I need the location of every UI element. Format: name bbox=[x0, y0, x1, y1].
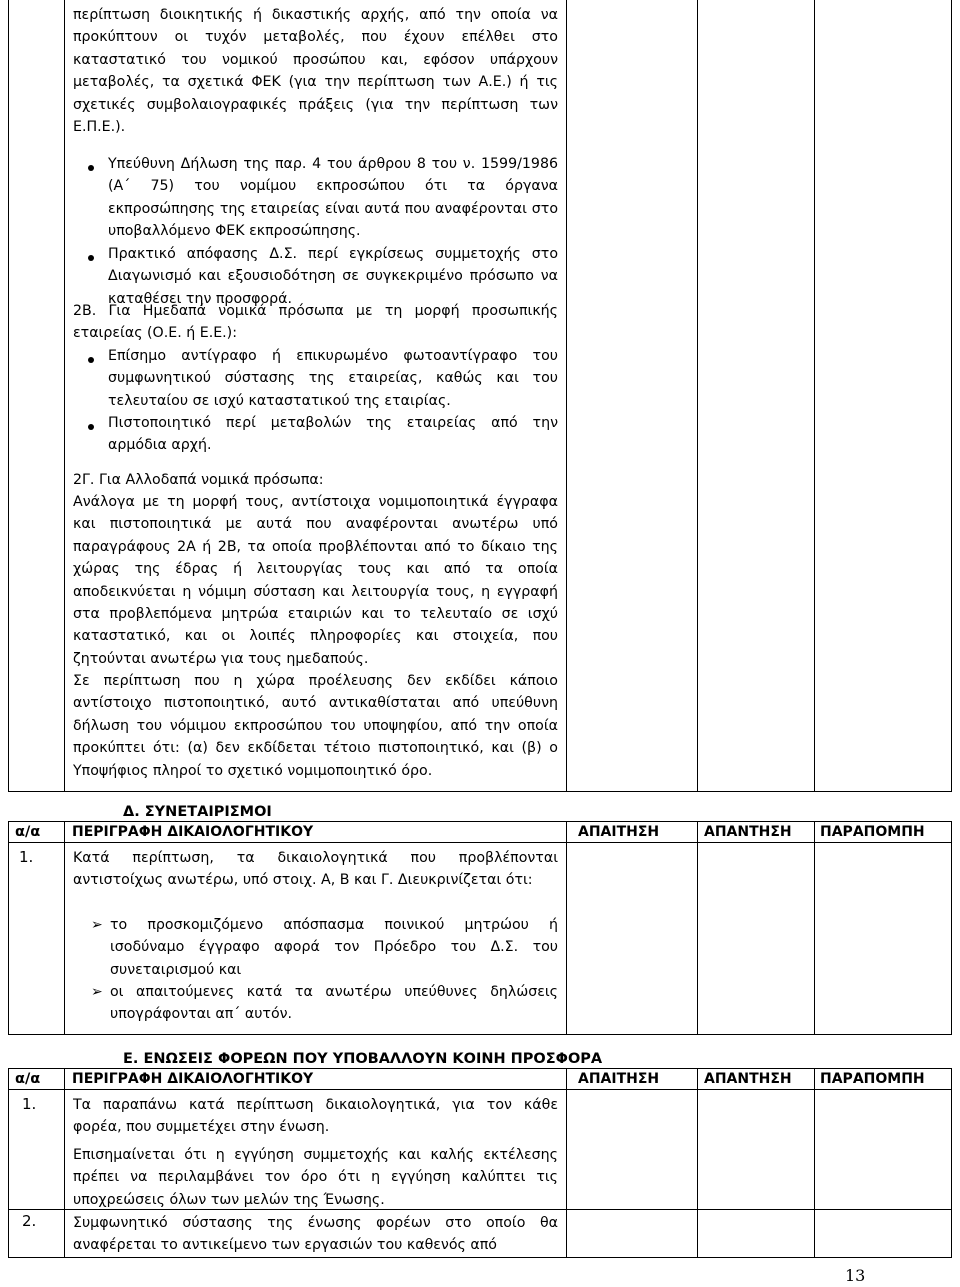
section-d-header-description: ΠΕΡΙΓΡΑΦΗ ΔΙΚΑΙΟΛΟΓΗΤΙΚΟΥ bbox=[72, 824, 314, 840]
paragraph-2g: Ανάλογα με τη μορφή τους, αντίστοιχα νομιμοποιητικά έγγραφα και πιστοποιητικά με αυτά που αναφέρονται ανωτέρω υπό παραγράφους 2Α ή 2Β, τα οποία προβλέπονται από το δίκαιο της χώρας της έδρας ή λειτουργίας τους και από τα οποία αποδεικνύεται η νόμιμη σύσταση και λειτουργία τους, η εγγραφή στα προβλεπόμενα μητρώα εταιριών και το τελευταίο σε ισχύ καταστατικό, και οι λοιπές πληροφορίες και στοιχεία, που ζητούνται ανωτέρω για τους ημεδαπούς. bbox=[73, 494, 558, 667]
bullet-dot bbox=[88, 165, 94, 171]
section-d-header-reference: ΠΑΡΑΠΟΜΠΗ bbox=[820, 824, 925, 840]
bullet-official-copy: Επίσημο αντίγραφο ή επικυρωμένο φωτοαντίγραφο του συμφωνητικού σύστασης της εταιρείας, καθώς και του τελευταίου σε ισχύ καταστατικού της εταιρίας. bbox=[108, 348, 558, 409]
section-d-item-declarations: οι απαιτούμενες κατά τα ανωτέρω υπεύθυνες δηλώσεις υπογράφονται απ΄ αυτόν. bbox=[110, 984, 558, 1023]
paragraph-2g-alternative: Σε περίπτωση που η χώρα προέλευσης δεν εκδίδει κάποιο αντίστοιχο πιστοποιητικό, αυτό αντικαθίσταται από υπεύθυνη δήλωση του νόμιμου εκπροσώπου του υποψηφίου, από την οποία προκύπτει ότι: (α) δεν εκδίδεται τέτοιο πιστοποιητικό, και (β) ο Υποψήφιος πληροί το σχετικό νομιμοποιητικό όρο. bbox=[73, 673, 558, 779]
section-d-header-num: α/α bbox=[15, 824, 41, 840]
section-d-row-number: 1. bbox=[19, 848, 34, 866]
section-e-header-description: ΠΕΡΙΓΡΑΦΗ ΔΙΚΑΙΟΛΟΓΗΤΙΚΟΥ bbox=[72, 1071, 314, 1087]
arrow-bullet-icon: ➢ bbox=[91, 984, 103, 1000]
section-e-row1-number: 1. bbox=[22, 1095, 37, 1113]
section-e-row2-text: Συμφωνητικό σύστασης της ένωσης φορέων στο οποίο θα αναφέρεται το αντικείμενο των εργασιών του καθενός από bbox=[73, 1215, 558, 1254]
section-e-header-num: α/α bbox=[15, 1071, 41, 1087]
bullet-dot bbox=[88, 357, 94, 363]
section-d-header-answer: ΑΠΑΝΤΗΣΗ bbox=[704, 824, 792, 840]
section-e-row1-note: Επισημαίνεται ότι η εγγύηση συμμετοχής και καλής εκτέλεσης πρέπει να περιλαμβάνει τον όρο ότι η εγγύηση καλύπτει τις υποχρεώσεις όλων των μελών της Ένωσης. bbox=[73, 1147, 558, 1208]
page-number: 13 bbox=[845, 1266, 866, 1285]
section-e-row1-text: Τα παραπάνω κατά περίπτωση δικαιολογητικά, για τον κάθε φορέα, που συμμετέχει στην ένωση. bbox=[73, 1097, 558, 1136]
continuation-paragraph: περίπτωση διοικητικής ή δικαστικής αρχής, από την οποία να προκύπτουν οι τυχόν μεταβολές, που έχουν επέλθει στο καταστατικό του νομικού προσώπου και, εφόσον υπάρχουν μεταβολές, τα σχετικά ΦΕΚ (για την περίπτωση των Α.Ε.) ή τις σχετικές συμβολαιογραφικές πράξεις (για την περίπτωση των Ε.Π.Ε.). bbox=[73, 7, 558, 136]
section-e-header-requirement: ΑΠΑΙΤΗΣΗ bbox=[578, 1071, 660, 1087]
arrow-bullet-icon: ➢ bbox=[91, 917, 103, 933]
bullet-board-minutes: Πρακτικό απόφασης Δ.Σ. περί εγκρίσεως συμμετοχής στο Διαγωνισμό και εξουσιοδότηση σε συγκεκριμένο πρόσωπο να καταθέσει την προσφορά. bbox=[108, 246, 558, 307]
heading-2g: 2Γ. Για Αλλοδαπά νομικά πρόσωπα: bbox=[73, 472, 324, 488]
bullet-dot bbox=[88, 255, 94, 261]
section-d-header-requirement: ΑΠΑΙΤΗΣΗ bbox=[578, 824, 660, 840]
heading-2b: 2Β. Για Ημεδαπά νομικά πρόσωπα με τη μορφή προσωπικής εταιρείας (Ο.Ε. ή Ε.Ε.): bbox=[73, 303, 558, 342]
section-d-item-criminal-record: το προσκομιζόμενο απόσπασμα ποινικού μητρώου ή ισοδύναμο έγγραφο αφορά τον Πρόεδρο του Δ.Σ. του συνεταιρισμού και bbox=[110, 917, 558, 978]
bullet-dot bbox=[88, 424, 94, 430]
section-e-header-reference: ΠΑΡΑΠΟΜΠΗ bbox=[820, 1071, 925, 1087]
section-e-row2-number: 2. bbox=[22, 1212, 37, 1230]
section-e-header-answer: ΑΠΑΝΤΗΣΗ bbox=[704, 1071, 792, 1087]
bullet-certificate-changes: Πιστοποιητικό περί μεταβολών της εταιρείας από την αρμόδια αρχή. bbox=[108, 415, 558, 454]
section-e-title: Ε. ΕΝΩΣΕΙΣ ΦΟΡΕΩΝ ΠΟΥ ΥΠΟΒΑΛΛΟΥΝ ΚΟΙΝΗ ΠΡΟΣΦΟΡΑ bbox=[123, 1051, 603, 1067]
section-d-title: Δ. ΣΥΝΕΤΑΙΡΙΣΜΟΙ bbox=[123, 804, 272, 820]
bullet-responsible-declaration: Υπεύθυνη Δήλωση της παρ. 4 του άρθρου 8 του ν. 1599/1986 (Α΄ 75) του νομίμου εκπροσώπου ότι τα όργανα εκπροσώπησης της εταιρείας είναι αυτά που αναφέρονται στο υποβαλλόμενο ΦΕΚ εκπροσώπησης. bbox=[108, 156, 558, 240]
section-d-row-text: Κατά περίπτωση, τα δικαιολογητικά που προβλέπονται αντιστοίχως ανωτέρω, υπό στοιχ. Α, Β και Γ. Διευκρινίζεται ότι: bbox=[73, 850, 558, 889]
